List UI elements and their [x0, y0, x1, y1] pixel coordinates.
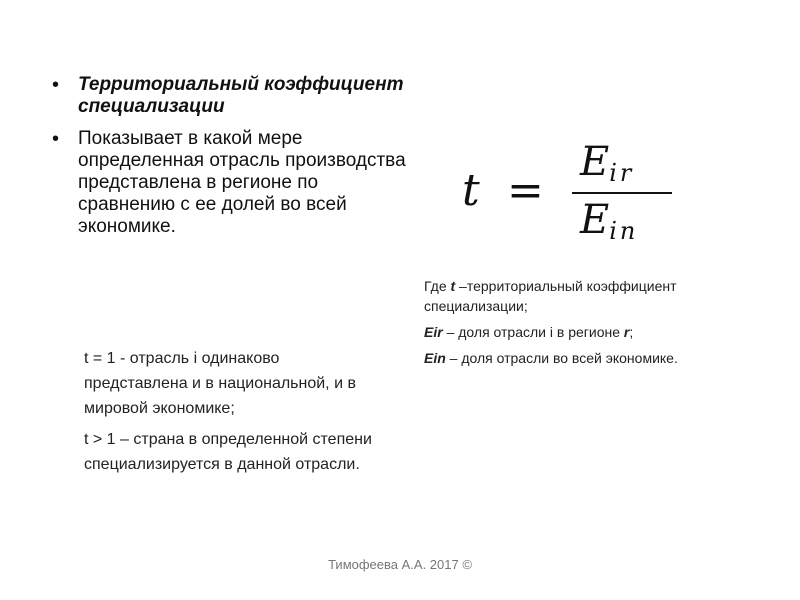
bullet-dot-icon: • — [52, 74, 60, 96]
formula-den-main: E — [580, 197, 610, 243]
formula-num-sub: ir — [609, 159, 635, 187]
condition-equal: t = 1 - отрасль i одинаково представлена и в национальной, и в мировой экономике; — [84, 350, 356, 417]
conditions-block — [84, 346, 384, 483]
formula-num-main: E — [580, 139, 610, 185]
legend-line-t — [424, 276, 754, 316]
legend-var-r: r — [623, 324, 630, 340]
bullet-item-title — [48, 74, 408, 118]
legend-var-eir: Eir — [424, 324, 443, 340]
formula-legend — [424, 276, 754, 374]
legend-var-t: t — [450, 278, 456, 294]
legend-text-eir: – доля отрасли i в регионе — [442, 324, 624, 340]
formula-equals: = — [507, 165, 544, 216]
formula-lhs: t — [462, 165, 480, 216]
legend-text-ein: – доля отрасли во всей экономике. — [445, 350, 678, 366]
bullet-title: Территориальный коэффициент специализации — [78, 74, 404, 117]
bullet-dot-icon: • — [52, 128, 60, 150]
condition-greater: t > 1 – страна в определенной степени специализируется в данной отрасли. — [84, 431, 372, 473]
formula-denominator — [580, 198, 638, 253]
legend-text-t: –территориальный коэффициент специализации; — [424, 278, 677, 314]
fraction-bar — [572, 192, 672, 194]
bullet-description: Показывает в какой мере определенная отрасль производства представлена в регионе по сравнению с ее долей во всей экономике. — [78, 128, 406, 237]
bullet-item-description — [48, 128, 408, 238]
bullet-list — [48, 74, 408, 248]
legend-var-ein: Ein — [424, 350, 446, 366]
formula — [462, 140, 682, 250]
legend-line-ein — [424, 348, 754, 368]
formula-numerator — [580, 140, 634, 195]
legend-prefix: Где — [424, 278, 451, 294]
legend-end-eir: ; — [629, 324, 634, 340]
legend-line-eir — [424, 322, 754, 342]
footer-credit: Тимофеева А.А. 2017 © — [328, 557, 472, 572]
formula-den-sub: in — [609, 217, 639, 245]
